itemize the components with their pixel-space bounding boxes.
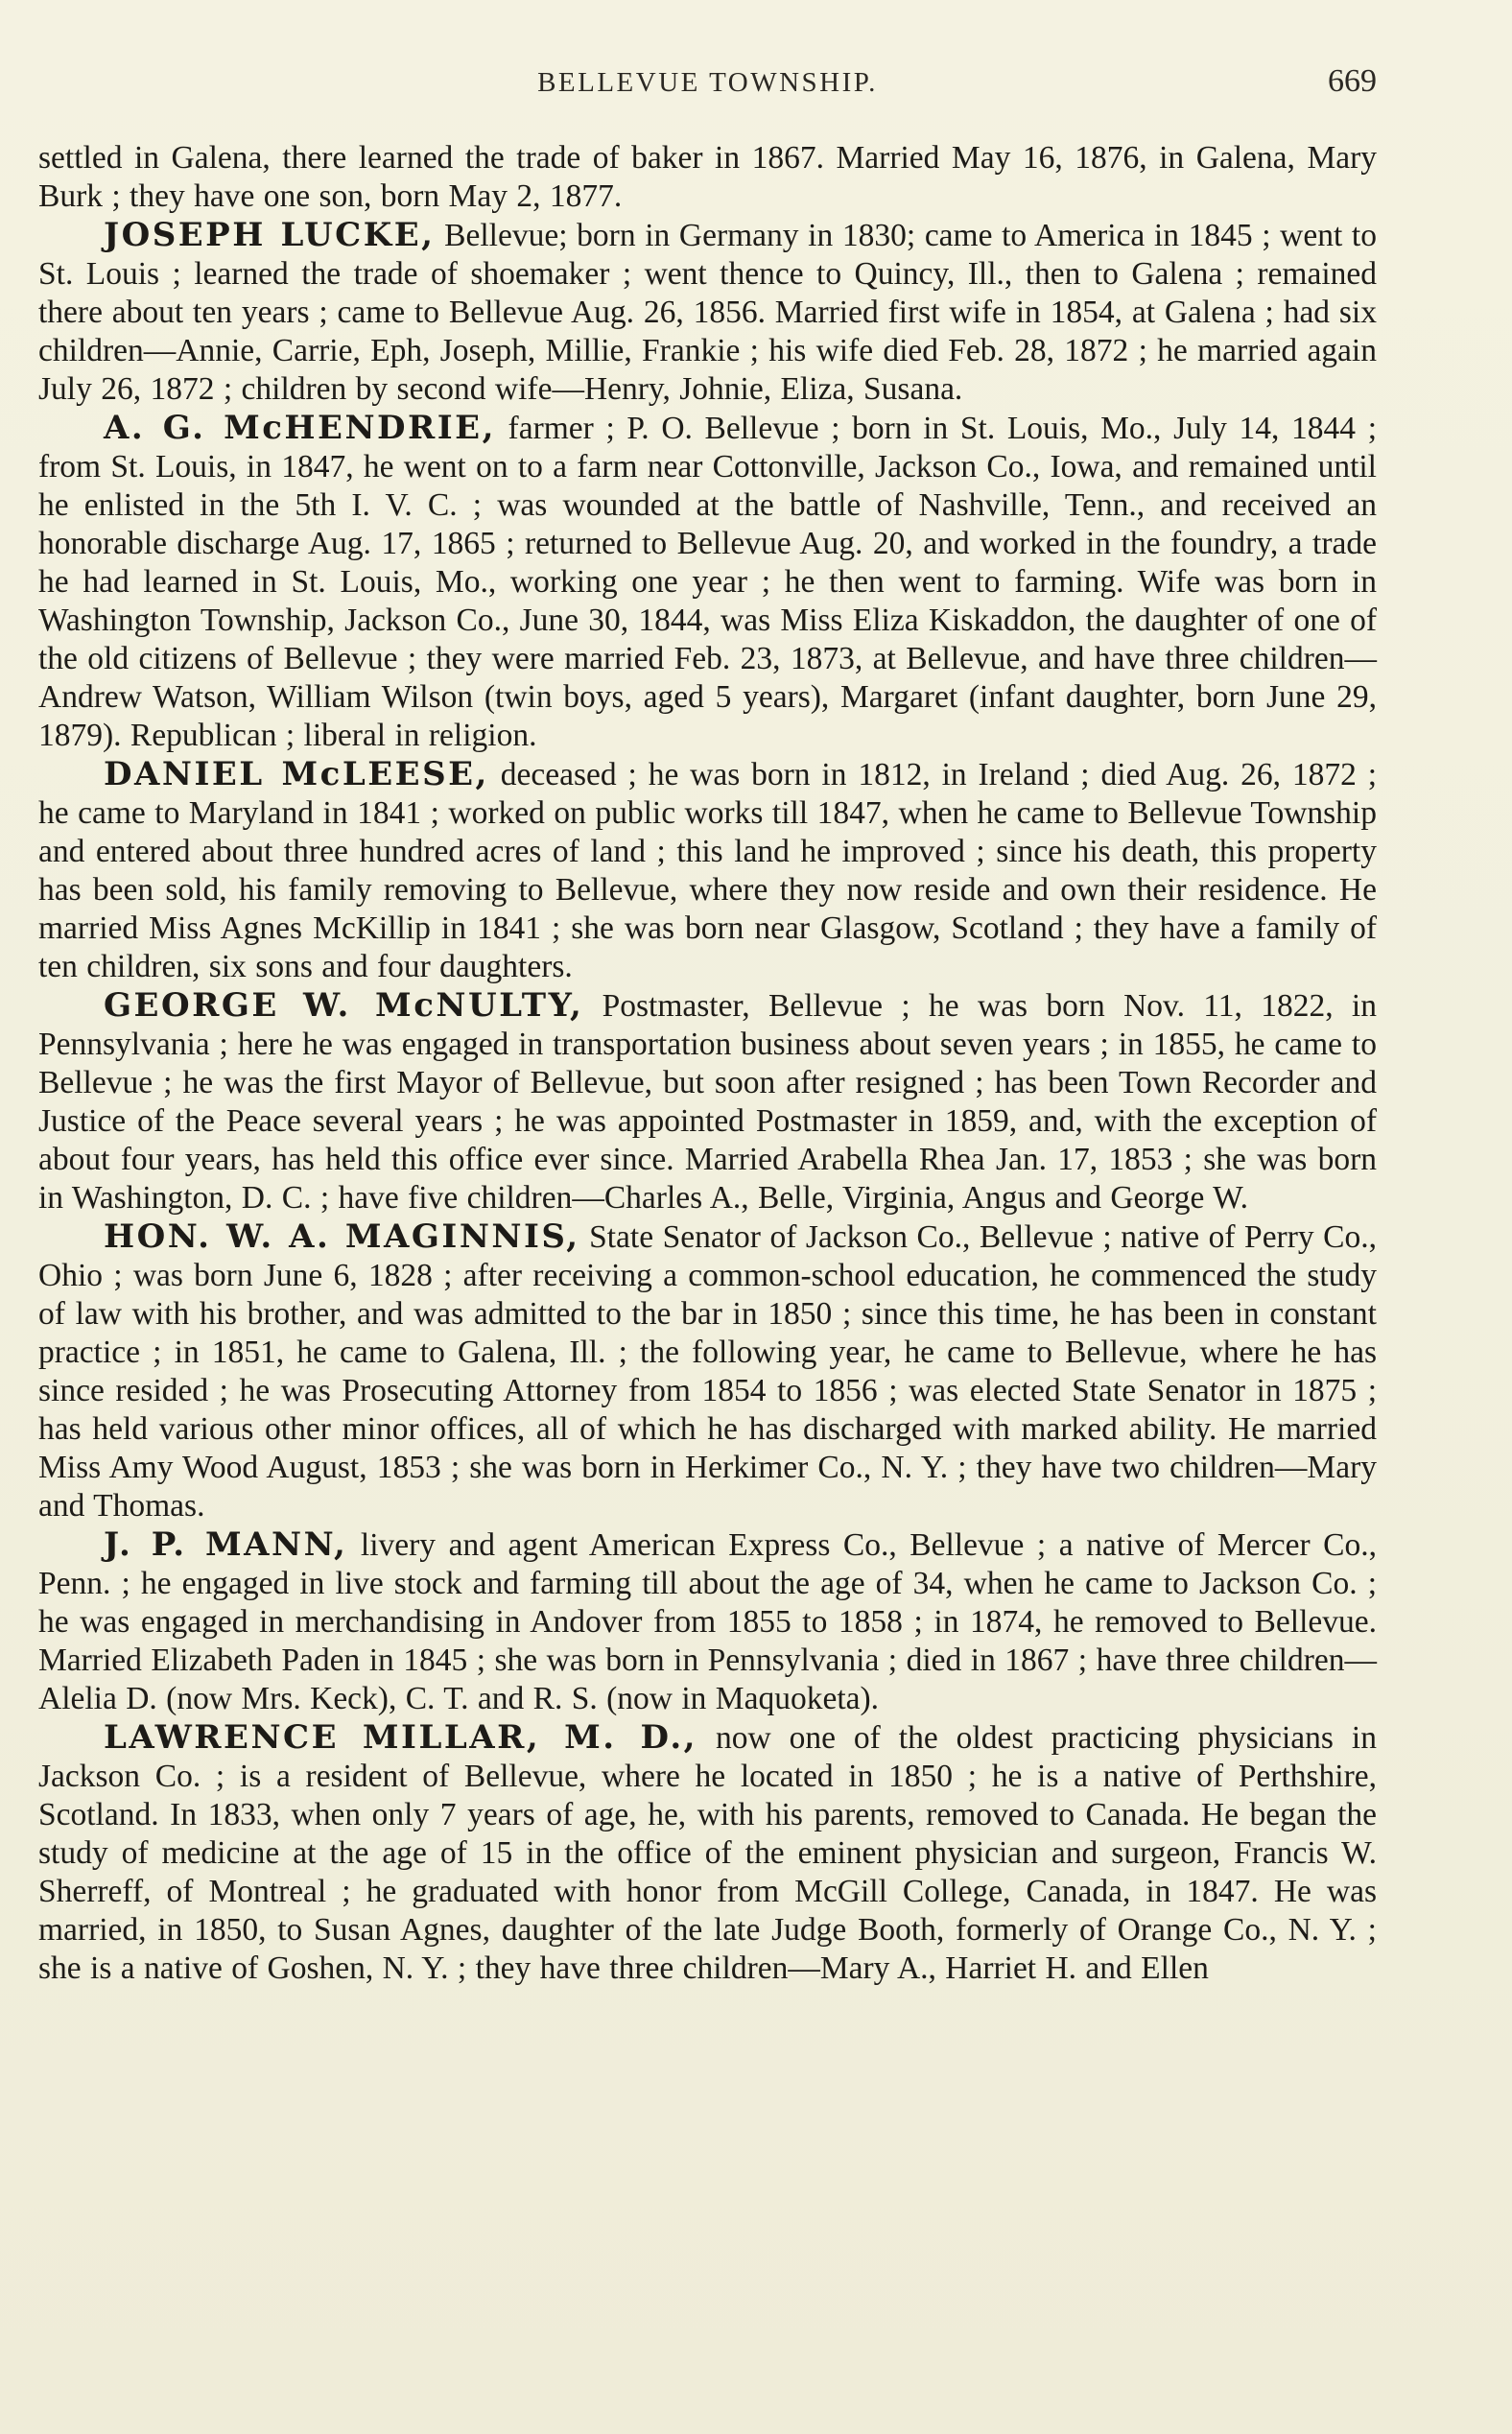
biography-entry-mann [38, 1525, 1377, 1718]
entry-name: DANIEL McLEESE, [104, 755, 489, 793]
entry-text: farmer ; P. O. Bellevue ; born in St. Louis, Mo., July 14, 1844 ; from St. Louis, in 1847, he went on to a farm near Cottonville, Jackson Co., Iowa, and remained until he enlisted in the 5th I. V. C. ; was wounded at the battle of Nashville, Tenn., and received an honorable discharge Aug. 17, 1865 ; returned to Bellevue Aug. 20, and worked in the foundry, a trade he had learned in St. Louis, Mo., working one year ; he then went to farming. Wife was born in Washington Township, Jackson Co., June 30, 1844, was Miss Eliza Kiskaddon, the daughter of one of the old citizens of Bellevue ; they were married Feb. 23, 1873, at Bellevue, and have three children—Andrew Watson, William Wilson (twin boys, aged 5 years), Margaret (infant daughter, born June 29, 1879). Republican ; liberal in religion. [38, 411, 1377, 753]
biography-entry-maginnis [38, 1217, 1377, 1525]
entry-name: JOSEPH LUCKE, [104, 216, 436, 254]
entry-text: State Senator of Jackson Co., Bellevue ; native of Perry Co., Ohio ; was born June 6, 1828 ; after receiving a common-school education, he commenced the study of law with his brother, and was admitted to the bar in 1850 ; since this time, he has been in constant practice ; in 1851, he came to Galena, Ill. ; the following year, he came to Bellevue, where he has since resided ; he was Prosecuting Attorney from 1854 to 1856 ; was elected State Senator in 1875 ; has held various other minor offices, all of which he has discharged with marked ability. He married Miss Amy Wood August, 1853 ; she was born in Herkimer Co., N. Y. ; they have two children—Mary and Thomas. [38, 1219, 1377, 1524]
entry-name: J. P. MANN, [104, 1525, 348, 1564]
body-text [38, 139, 1377, 1988]
biography-entry-mchendrie [38, 409, 1377, 755]
page-header [38, 63, 1377, 115]
entry-name: HON. W. A. MAGINNIS, [104, 1217, 580, 1256]
entry-text: now one of the oldest practicing physicians in Jackson Co. ; is a resident of Bellevue, where he located in 1850 ; he is a native of Perthshire, Scotland. In 1833, when only 7 years of age, he, with his parents, removed to Canada. He began the study of medicine at the age of 15 in the office of the eminent physician and surgeon, Francis W. Sherreff, of Montreal ; he graduated with honor from McGill College, Canada, in 1847. He was married, in 1850, to Susan Agnes, daughter of the late Judge Booth, formerly of Orange Co., N. Y. ; she is a native of Goshen, N. Y. ; they have three children—Mary A., Harriet H. and Ellen [38, 1720, 1377, 1986]
biography-entry-mcnulty [38, 986, 1377, 1217]
biography-entry-mcleese [38, 755, 1377, 986]
biography-entry-millar [38, 1718, 1377, 1988]
entry-text: deceased ; he was born in 1812, in Ireland ; died Aug. 26, 1872 ; he came to Maryland in 1841 ; worked on public works till 1847, when he came to Bellevue Township and entered about three hundred acres of land ; this land he improved ; since his death, this property has been sold, his family removing to Bellevue, where they now reside and own their residence. He married Miss Agnes McKillip in 1841 ; she was born near Glasgow, Scotland ; they have a family of ten children, six sons and four daughters. [38, 757, 1378, 984]
biography-entry-lucke [38, 216, 1377, 409]
page-number: 669 [1328, 63, 1377, 99]
entry-name: LAWRENCE MILLAR, M. D., [104, 1718, 697, 1757]
entry-text: settled in Galena, there learned the trade of baker in 1867. Married May 16, 1876, in Galena, Mary Burk ; they have one son, born May 2, 1877. [38, 140, 1377, 214]
running-head: BELLEVUE TOWNSHIP. [537, 67, 878, 98]
entry-text: Postmaster, Bellevue ; he was born Nov. 11, 1822, in Pennsylvania ; here he was engaged in transportation business about seven years ; in 1855, he came to Bellevue ; he was the first Mayor of Bellevue, but soon after resigned ; has been Town Recorder and Justice of the Peace several years ; he was appointed Postmaster in 1859, and, with the exception of about four years, has held this office ever since. Married Arabella Rhea Jan. 17, 1853 ; she was born in Washington, D. C. ; have five children—Charles A., Belle, Virginia, Angus and George W. [38, 988, 1377, 1216]
entry-text: livery and agent American Express Co., Bellevue ; a native of Mercer Co., Penn. ; he engaged in live stock and farming till about the age of 34, when he came to Jackson Co. ; he was engaged in merchandising in Andover from 1855 to 1858 ; in 1874, he removed to Bellevue. Married Elizabeth Paden in 1845 ; she was born in Pennsylvania ; died in 1867 ; have three children—Alelia D. (now Mrs. Keck), C. T. and R. S. (now in Maquoketa). [38, 1527, 1377, 1716]
entry-text: Bellevue; born in Germany in 1830; came to America in 1845 ; went to St. Louis ; learned the trade of shoemaker ; went thence to Quincy, Ill., then to Galena ; remained there about ten years ; came to Bellevue Aug. 26, 1856. Married first wife in 1854, at Galena ; had six children—Annie, Carrie, Eph, Joseph, Millie, Frankie ; his wife died Feb. 28, 1872 ; he married again July 26, 1872 ; children by second wife—Henry, Johnie, Eliza, Susana. [38, 218, 1377, 407]
continued-paragraph [38, 139, 1377, 216]
entry-name: GEORGE W. McNULTY, [104, 986, 584, 1025]
entry-name: A. G. McHENDRIE, [104, 409, 496, 447]
